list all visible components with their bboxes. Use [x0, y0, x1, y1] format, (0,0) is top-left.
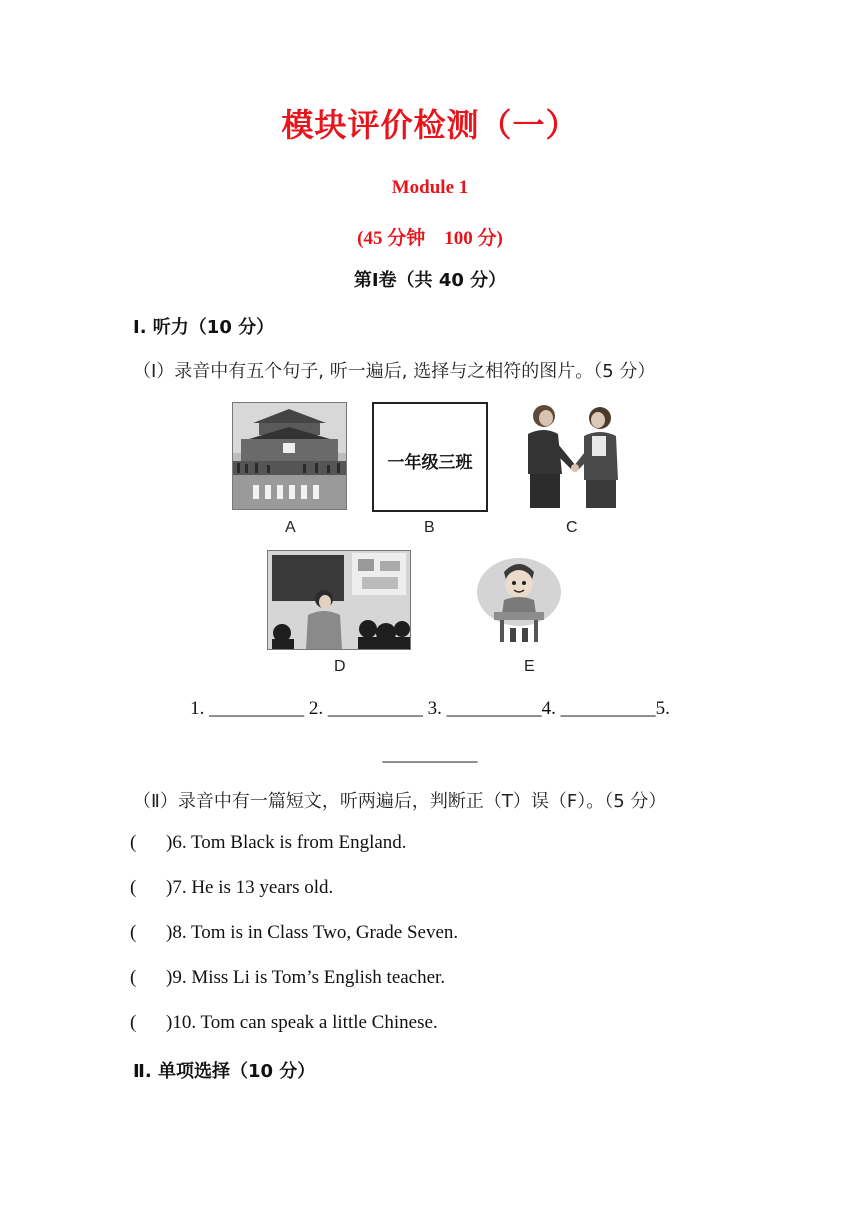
class-sign-text: 一年级三班	[387, 453, 473, 473]
question-text: )10. Tom can speak a little Chinese.	[166, 1012, 438, 1033]
part2-instruction: （Ⅱ）录音中有一篇短文，听两遍后，判断正（T）误（F）。（5 分）	[133, 791, 667, 812]
answer-line-cont: __________	[382, 744, 478, 765]
section2-heading: Ⅱ. 单项选择（10 分）	[133, 1061, 316, 1082]
image-a-label: A	[285, 519, 296, 536]
answer-paren: (	[130, 1012, 137, 1033]
image-c-label: C	[566, 519, 578, 536]
question-6	[130, 832, 407, 854]
answer-paren: (	[130, 922, 137, 943]
image-a-tiananmen	[232, 402, 347, 510]
question-text: )8. Tom is in Class Two, Grade Seven.	[166, 922, 459, 943]
answer-line: 1. __________ 2. __________ 3. __________4. __________5.	[190, 698, 670, 719]
image-e-boy-at-desk	[474, 550, 564, 648]
image-b-label: B	[424, 519, 435, 536]
picture-panel	[228, 398, 634, 678]
image-c-handshake	[514, 400, 632, 510]
section1-heading: Ⅰ. 听力（10 分）	[133, 317, 275, 338]
image-d-label: D	[334, 658, 346, 675]
question-9	[130, 967, 445, 989]
image-e-label: E	[524, 658, 535, 675]
answer-paren: (	[130, 832, 137, 853]
time-score: (45 分钟 100 分)	[357, 228, 503, 249]
question-text: )7. He is 13 years old.	[166, 877, 334, 898]
image-b-class-sign	[372, 402, 488, 512]
question-7	[130, 877, 333, 899]
answer-paren: (	[130, 877, 137, 898]
question-text: )9. Miss Li is Tom’s English teacher.	[166, 967, 446, 988]
part-heading: 第Ⅰ卷（共 40 分）	[353, 270, 507, 291]
question-8	[130, 922, 458, 944]
image-d-classroom	[267, 550, 411, 650]
part1-instruction: （Ⅰ）录音中有五个句子, 听一遍后, 选择与之相符的图片。（5 分）	[133, 361, 656, 382]
module-label: Module 1	[391, 177, 469, 198]
question-10	[130, 1012, 438, 1034]
answer-paren: (	[130, 967, 137, 988]
question-text: )6. Tom Black is from England.	[166, 832, 407, 853]
page-title: 模块评价检测（一）	[281, 106, 579, 144]
